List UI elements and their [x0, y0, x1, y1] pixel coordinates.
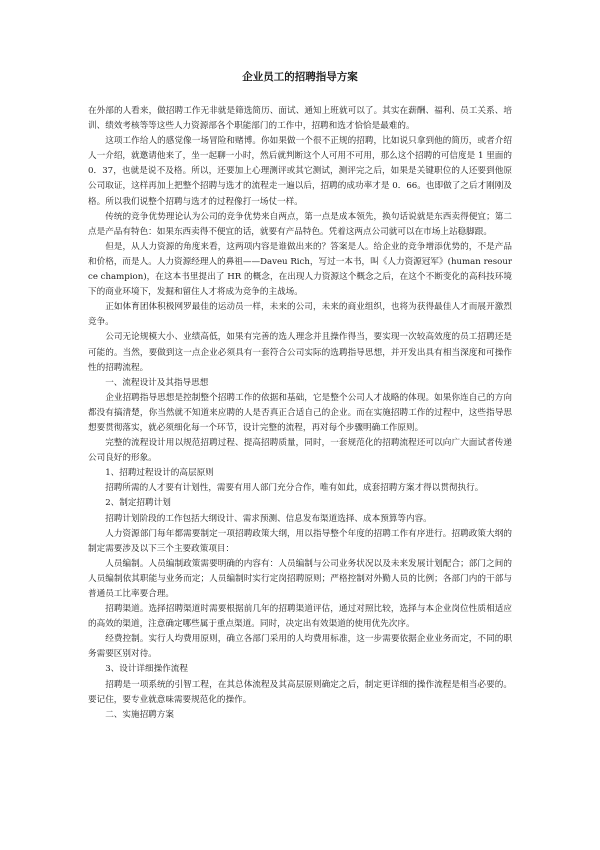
paragraph-budget: 经费控制。实行人均费用原则，确立各部门采用的人均费用标准，这一步需要依据企业业务而定，不同的职务需要区别对待。 — [88, 634, 512, 660]
section-heading-2: 二、实施招聘方案 — [105, 709, 174, 720]
paragraph-planning: 招聘所需的人才要有计划性，需要有用人部门充分合作，唯有如此，成套招聘方案才得以贯彻执行。 — [105, 483, 484, 494]
paragraph-detailed-process: 招聘是一项系统的引智工程，在其总体流程及其高层原则确定之后，制定更详细的操作流程是相当必要的。要记住，要专业就意味需要规范化的操作。 — [88, 679, 512, 705]
paragraph-plan-stage: 招聘计划阶段的工作包括大纲设计、需求预测、信息发布渠道选择、成本预算等内容。 — [105, 513, 432, 524]
subheading-1: 1、招聘过程设计的高层原则 — [105, 468, 214, 479]
paragraph-intro: 在外部的人看来，做招聘工作无非就是筛选简历、面试、通知上班就可以了。其实在薪酬、福利、员工关系、培训、绩效考核等等这些人力资源部各个职能部门的工作中，招聘和选才恰恰是最难的。 — [88, 106, 512, 132]
paragraph-hr-perspective: 但是，从人力资源的角度来看，这两项内容是谁做出来的？答案是人。给企业的竞争增添优势的，不是产品和价格，而是人。人力资源经理人的鼻祖——Daveu Rich，写过一本书，叫《人力资源冠军》(human resource champion)，在这本书里提出了 HR 的概念，在出现人力资源这个概念之后，在这个不断变化的高科技环境下的商业环境下，发掘和留住人才将成为竞争的主战场。 — [88, 241, 512, 298]
document-title: 企业员工的招聘指导方案 — [242, 71, 358, 83]
paragraph-channels: 招聘渠道。选择招聘渠道时需要根据前几年的招聘渠道评估，通过对照比较，选择与本企业岗位性质相适应的高效的渠道，注意确定哪些属于重点渠道。同时，决定出有效渠道的使用优先次序。 — [88, 604, 512, 630]
section-heading-1: 一、流程设计及其指导思想 — [105, 377, 209, 388]
paragraph-company-philosophy: 公司无论规模大小、业绩高低，如果有完善的选人理念并且操作得当，要实现一次较高效度的员工招聘还是可能的。当然，要做到这一点企业必须具有一套符合公司实际的选聘指导思想，并开发出具有相当深度和可操作性的招聘流程。 — [88, 332, 512, 373]
paragraph-sports-analogy: 正如体育团体积极网罗最佳的运动员一样，未来的公司，未来的商业组织，也将为获得最佳人才而展开激烈竞争。 — [88, 302, 512, 328]
paragraph-policy-outline: 人力资源部门每年都需要制定一项招聘政策大纲，用以指导整个年度的招聘工作有序进行。招聘政策大纲的制定需要涉及以下三个主要政策项目： — [88, 528, 512, 554]
subheading-3: 3、设计详细操作流程 — [105, 664, 188, 675]
paragraph-staffing: 人员编制。人员编制政策需要明确的内容有：人员编制与公司业务状况以及未来发展计划配合；部门之间的人员编制依其职能与业务而定；人员编制时实行定岗招聘原则；严格控制对外勤人员的比例；各部门内的干部与普通员工比率要合理。 — [88, 558, 512, 599]
paragraph-competitive-theory: 传统的竞争优势理论认为公司的竞争优势来自两点，第一点是成本领先，换句话说就是东西卖得便宜；第二点是产品有特色：如果东西卖得不便宜的话，就要有产品特色。凭着这两点公司就可以在市场上站稳脚跟。 — [88, 211, 512, 237]
document-page — [88, 70, 512, 723]
subheading-2: 2、制定招聘计划 — [105, 498, 171, 509]
paragraph-adventure: 这项工作给人的感觉像一场冒险和赌博。你如果做一个很不正规的招聘，比如说只拿到他的简历，或者介绍人一介绍，就邀请他来了，坐一起聊一小时，然后就判断这个人可用不可用，那么这个招聘的可信度是 1 里面的 0．37，也就是说不及格。所以，还要加上心理测评或其它测试，测评完之后，如果是关键职位的人还要到他原公司取证，这样再加上把整个招聘与选才的流程走一遍以后，招聘的成功率才是 0．66。也即做了之后才刚刚及格。所以我们说整个招聘与选才的过程像打一场仗一样。 — [88, 136, 512, 207]
paragraph-guiding-thought: 企业招聘指导思想是控制整个招聘工作的依据和基础，它是整个公司人才战略的体现。如果你连自己的方向都没有搞清楚，你当然就不知道来应聘的人是否真正合适自己的企业。而在实施招聘工作的过程中，这些指导思想要贯彻落实，就必须细化每一个环节，设计完整的流程，再对每个步骤明确工作原则。 — [88, 392, 512, 433]
paragraph-process-design: 完整的流程设计用以规范招聘过程、提高招聘质量，同时，一套规范化的招聘流程还可以向广大面试者传递公司良好的形象。 — [88, 438, 512, 464]
